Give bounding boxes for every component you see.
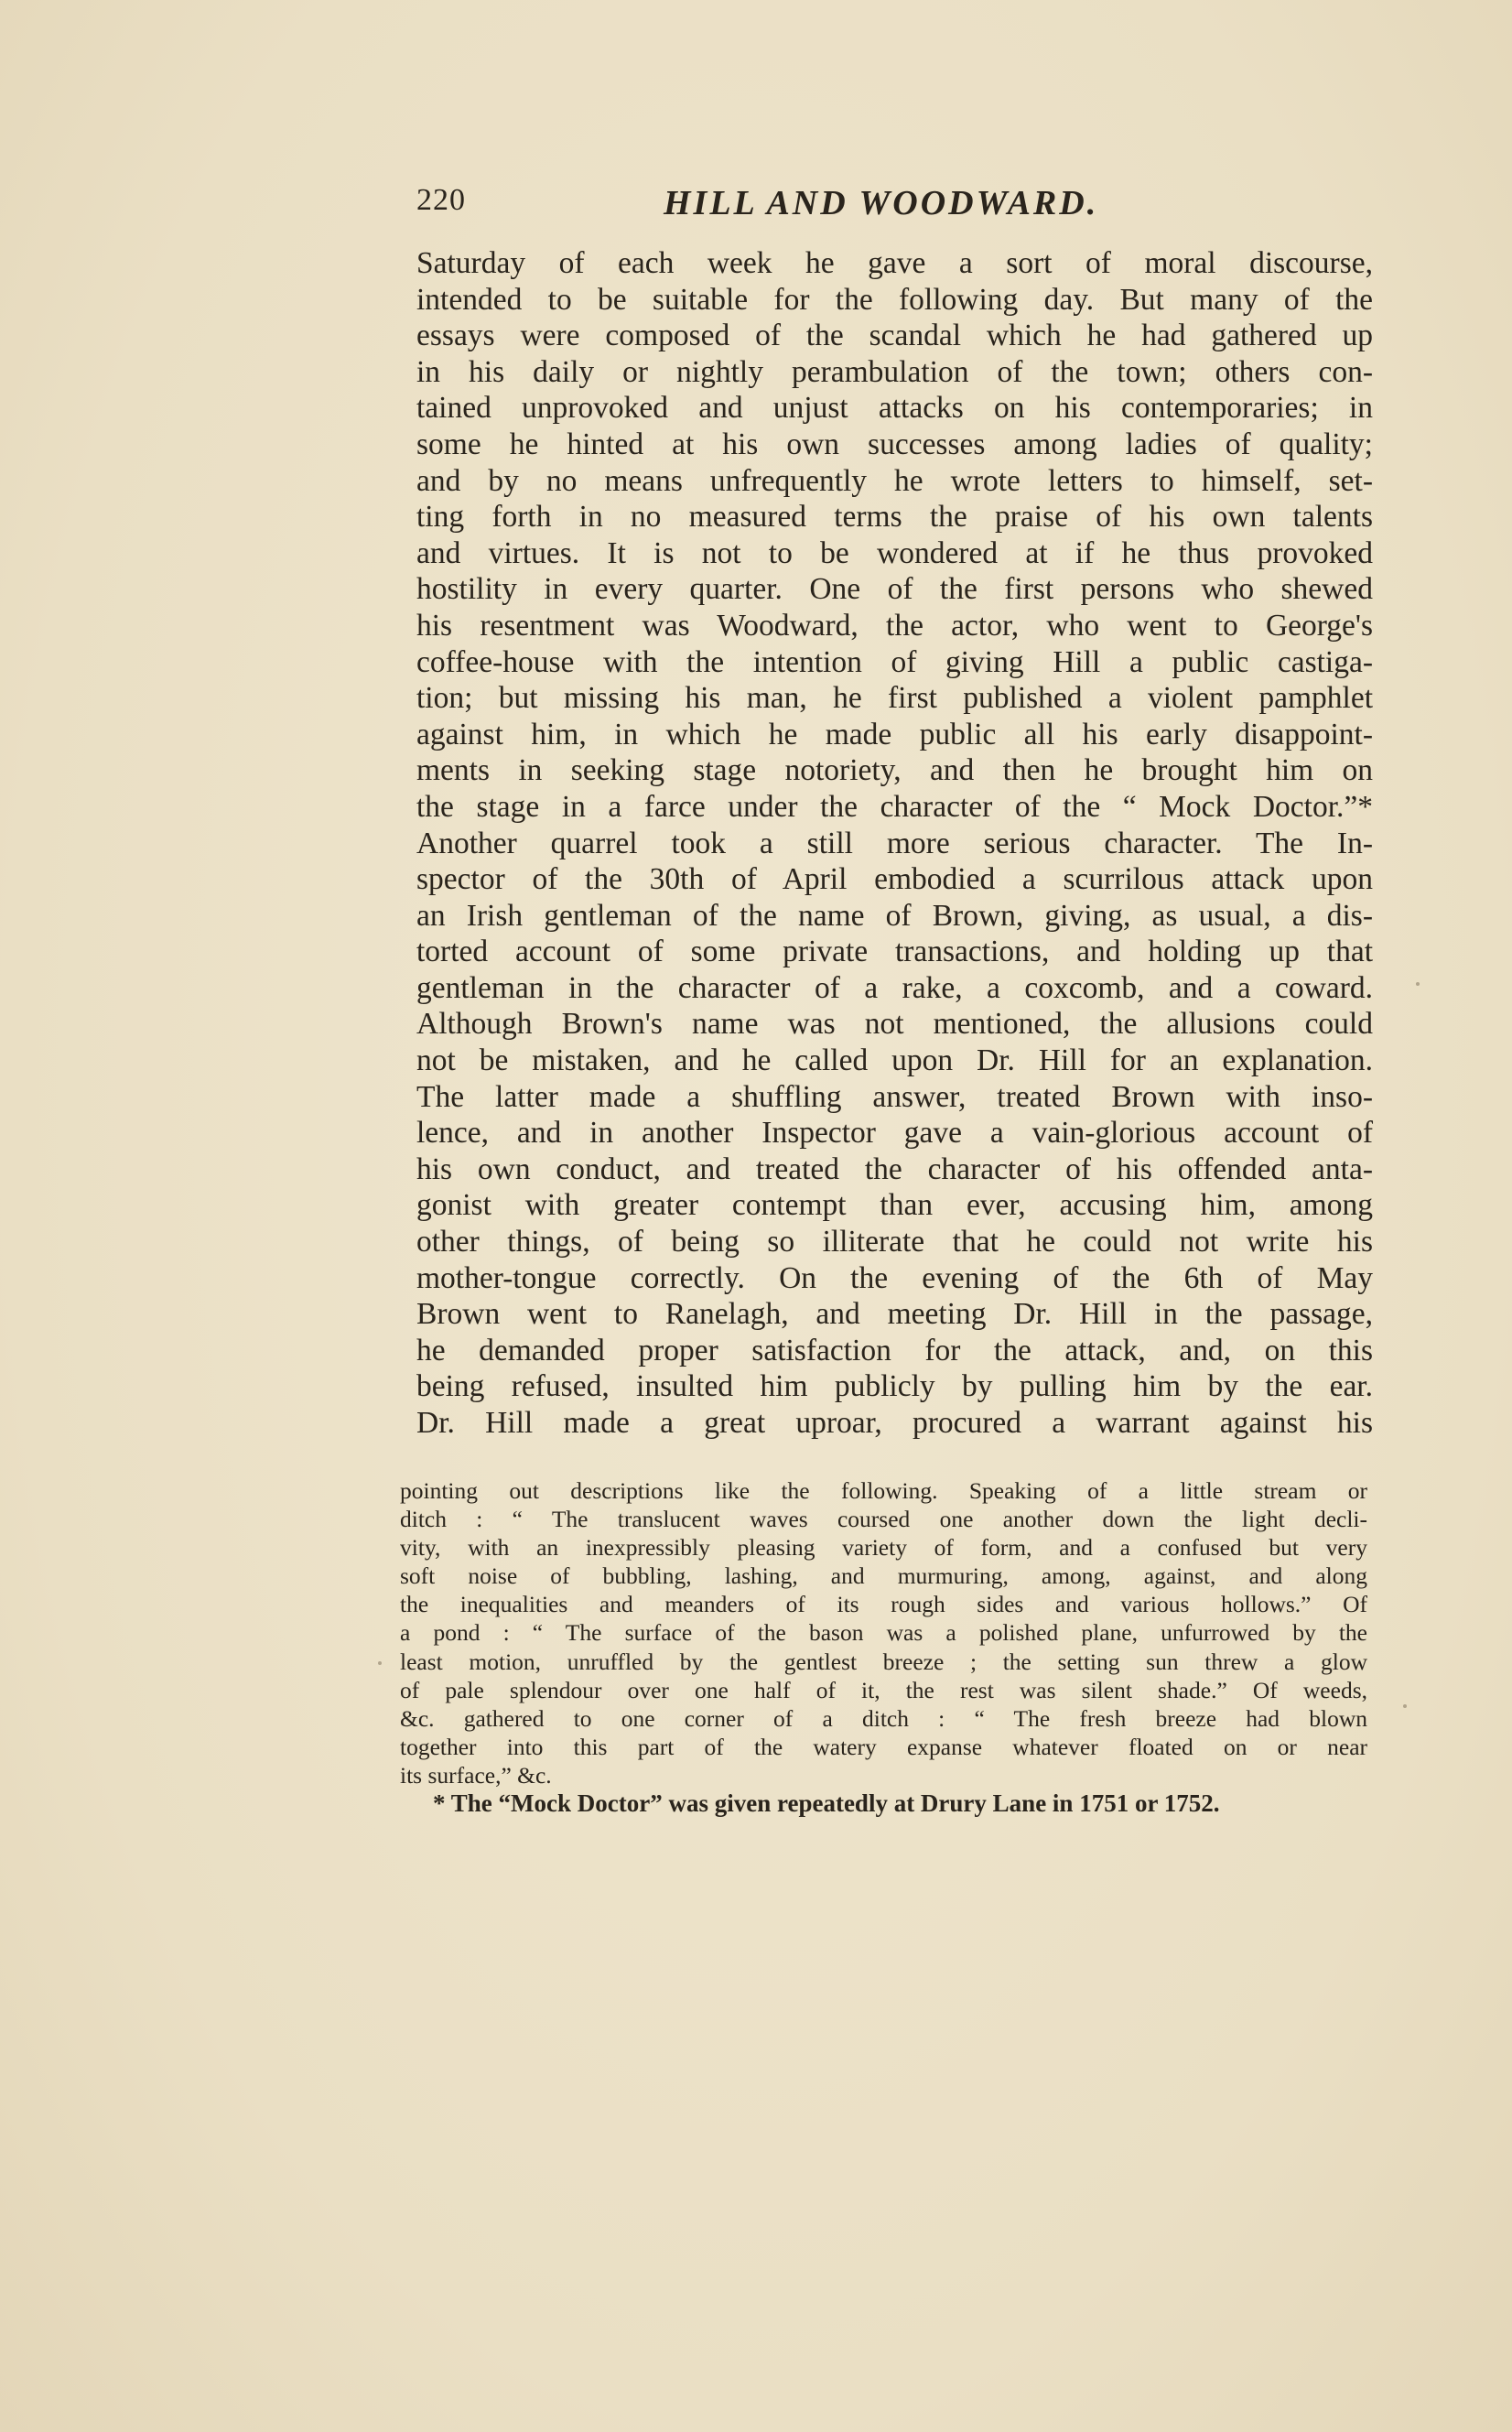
page-header — [416, 183, 1176, 229]
body-line: lence, and in another Inspector gave a vain-glorious account of — [416, 1116, 1373, 1151]
page-speck — [1403, 1704, 1407, 1708]
body-line: ting forth in no measured terms the praise of his own talents — [416, 500, 1373, 535]
body-line: ments in seeking stage notoriety, and then he brought him on — [416, 753, 1373, 788]
body-line: and by no means unfrequently he wrote letters to himself, set- — [416, 463, 1373, 498]
body-line: Another quarrel took a still more serious character. The In- — [416, 826, 1373, 860]
body-line: other things, of being so illiterate that he could not write his — [416, 1225, 1373, 1259]
body-line: the stage in a farce under the character of the “ Mock Doctor.”* — [416, 789, 1373, 824]
body-line: Saturday of each week he gave a sort of moral discourse, — [416, 246, 1373, 280]
footnote-line: least motion, unruffled by the gentlest breeze ; the setting sun threw a glow — [400, 1648, 1367, 1675]
body-line: essays were composed of the scandal which he had gathered up — [416, 319, 1373, 353]
footnote-line: soft noise of bubbling, lashing, and murmuring, among, against, and along — [400, 1562, 1367, 1590]
footnote-line: pointing out descriptions like the following. Speaking of a little stream or — [400, 1477, 1367, 1504]
page-speck — [378, 1661, 382, 1665]
body-line: spector of the 30th of April embodied a scurrilous attack upon — [416, 862, 1373, 897]
body-line: his own conduct, and treated the character of his offended anta- — [416, 1151, 1373, 1186]
body-line: tained unprovoked and unjust attacks on his contemporaries; in — [416, 391, 1373, 426]
footnote-line: together into this part of the watery expanse whatever floated on or near — [400, 1733, 1367, 1760]
page-speck — [1416, 982, 1420, 986]
body-line: gonist with greater contempt than ever, accusing him, among — [416, 1188, 1373, 1223]
body-line: not be mistaken, and he called upon Dr. Hill for an explanation. — [416, 1043, 1373, 1078]
body-line: an Irish gentleman of the name of Brown, giving, as usual, a dis- — [416, 898, 1373, 933]
footnotes — [400, 1476, 1367, 1818]
body-line: torted account of some private transactions, and holding up that — [416, 935, 1373, 969]
footnote-line: vity, with an inexpressibly pleasing variety of form, and a confused but very — [400, 1534, 1367, 1562]
body-line: coffee-house with the intention of giving Hill a public castiga- — [416, 644, 1373, 679]
body-line: Dr. Hill made a great uproar, procured a warrant against his — [416, 1406, 1373, 1440]
footnote-line: &c. gathered to one corner of a ditch : “ The fresh breeze had blown — [400, 1704, 1367, 1732]
body-line: in his daily or nightly perambulation of the town; others con- — [416, 354, 1373, 389]
body-line: being refused, insulted him publicly by pulling him by the ear. — [416, 1369, 1373, 1404]
body-line: he demanded proper satisfaction for the attack, and, on this — [416, 1333, 1373, 1367]
body-line: Brown went to Ranelagh, and meeting Dr. Hill in the passage, — [416, 1297, 1373, 1332]
footnote-line: its surface,” &c. — [400, 1761, 552, 1789]
body-line: gentleman in the character of a rake, a coxcomb, and a coward. — [416, 970, 1373, 1005]
body-line: hostility in every quarter. One of the first persons who shewed — [416, 572, 1373, 607]
star-footnote: * The “Mock Doctor” was given repeatedly at Drury Lane in 1751 or 1752. — [433, 1789, 1220, 1818]
page-number: 220 — [416, 183, 466, 217]
body-line: intended to be suitable for the following day. But many of the — [416, 282, 1373, 317]
body-line: and virtues. It is not to be wondered at if he thus provoked — [416, 535, 1373, 570]
footnote-line: ditch : “ The translucent waves coursed one another down the light decli- — [400, 1506, 1367, 1533]
body-line: mother-tongue correctly. On the evening of the 6th of May — [416, 1260, 1373, 1295]
footnote-line: a pond : “ The surface of the bason was a polished plane, unfurrowed by the — [400, 1619, 1367, 1647]
footnote-line: the inequalities and meanders of its rough sides and various hollows.” Of — [400, 1591, 1367, 1618]
body-line: against him, in which he made public all his early disappoint- — [416, 717, 1373, 751]
body-line: some he hinted at his own successes among ladies of quality; — [416, 427, 1373, 461]
body-line: tion; but missing his man, he first published a violent pamphlet — [416, 681, 1373, 716]
running-head: HILL AND WOODWARD. — [664, 184, 1099, 222]
body-line: The latter made a shuffling answer, treated Brown with inso- — [416, 1079, 1373, 1114]
footnote-line: of pale splendour over one half of it, the rest was silent shade.” Of weeds, — [400, 1676, 1367, 1703]
body-text — [416, 245, 1373, 1442]
body-line: Although Brown's name was not mentioned, the allusions could — [416, 1007, 1373, 1042]
body-line: his resentment was Woodward, the actor, who went to George's — [416, 608, 1373, 643]
